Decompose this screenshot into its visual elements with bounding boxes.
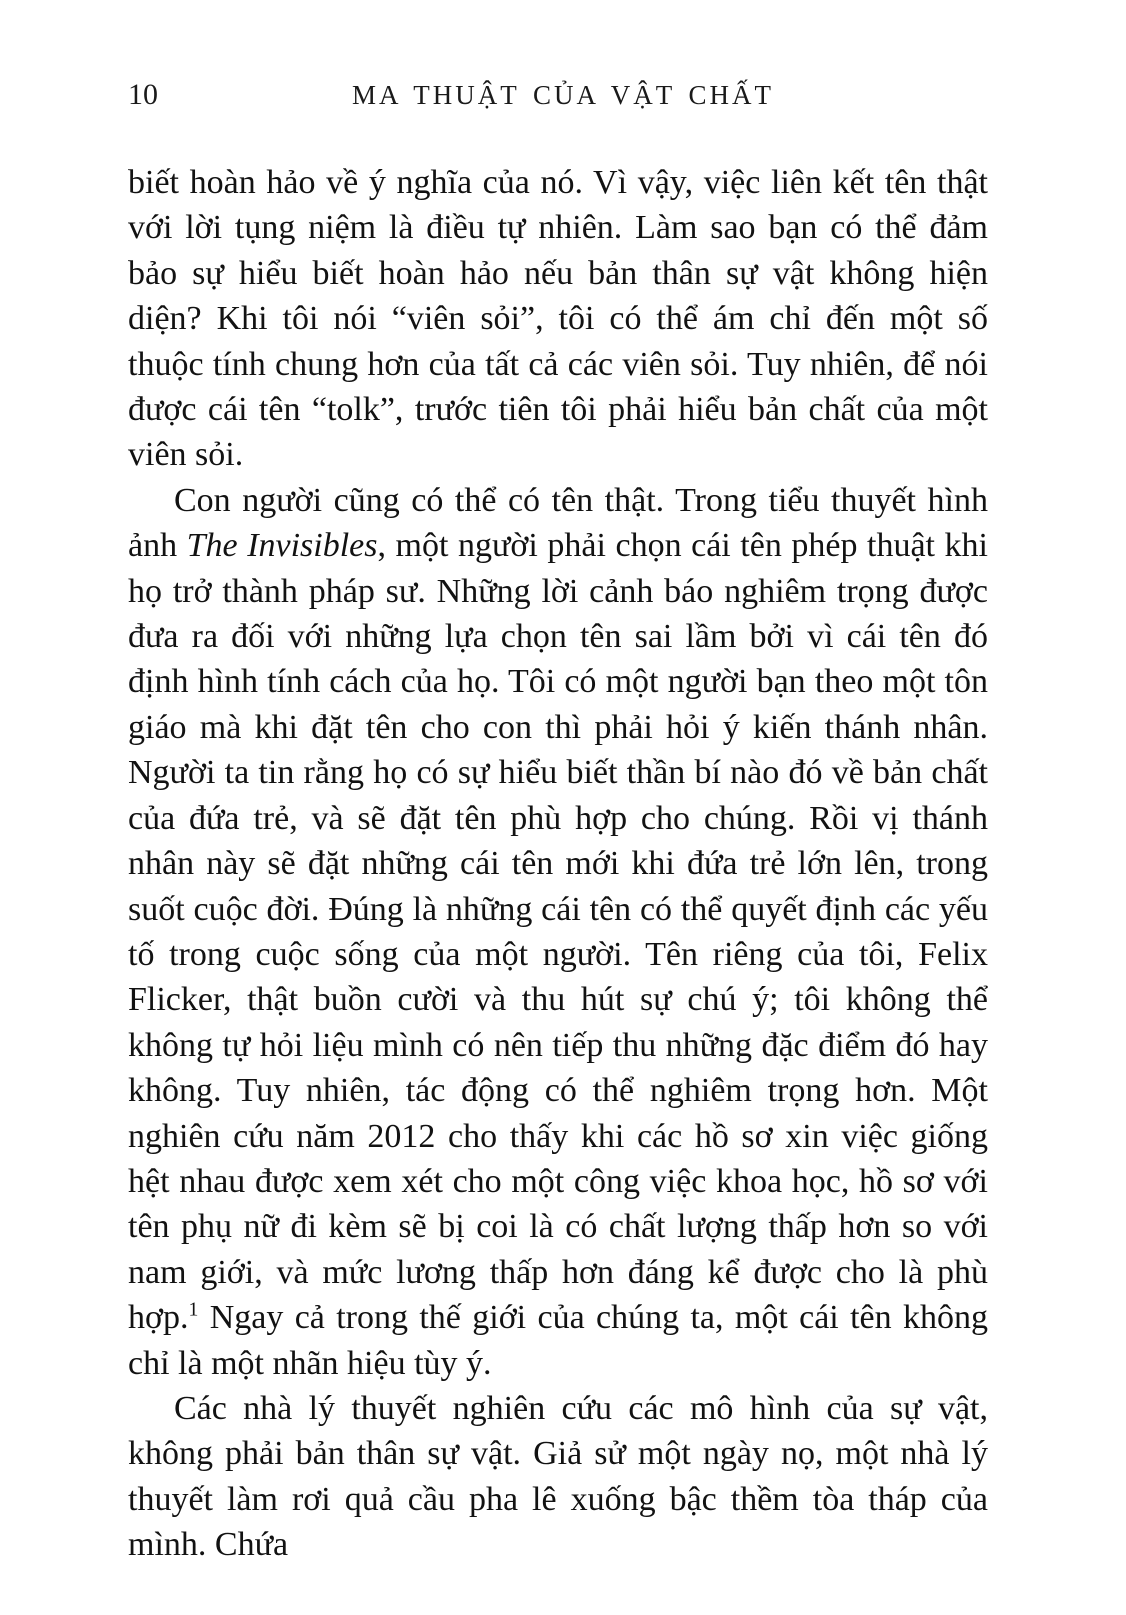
running-title: MA THUẬT CỦA VẬT CHẤT	[351, 80, 775, 110]
body-text	[128, 160, 988, 1568]
paragraph-text: Con người cũng có thể có tên thật. Trong tiểu thuyết hình ảnh	[128, 481, 988, 565]
paragraph	[128, 1386, 988, 1568]
paragraph-text: Ngay cả trong thế giới của chúng ta, một cái tên không chỉ là một nhãn hiệu tùy ý.	[128, 1299, 988, 1382]
paragraph-text: biết hoàn hảo về ý nghĩa của nó. Vì vậy, việc liên kết tên thật với lời tụng niệm là điều tự nhiên. Làm sao bạn có thể đảm bảo sự hiểu biết hoàn hảo nếu bản thân sự vật không hiện diện? Khi tôi nói “viên sỏi”, tôi có thể ám chỉ đến một số thuộc tính chung hơn của tất cả các viên sỏi. Tuy nhiên, để nói được cái tên “tolk”, trước tiên tôi phải hiểu bản chất của một viên sỏi.	[128, 164, 988, 474]
page-header	[0, 80, 1126, 114]
paragraph	[128, 478, 988, 1386]
page-number: 10	[128, 78, 158, 111]
paragraph	[128, 160, 988, 478]
footnote-reference: 1	[188, 1298, 199, 1321]
paragraph-text: , một người phải chọn cái tên phép thuật khi họ trở thành pháp sư. Những lời cảnh báo nghiêm trọng được đưa ra đối với những lựa chọn tên sai lầm bởi vì cái tên đó định hình tính cách của họ. Tôi có một người bạn theo một tôn giáo mà khi đặt tên cho con thì phải hỏi ý kiến thánh nhân. Người ta tin rằng họ có sự hiểu biết thần bí nào đó về bản chất của đứa trẻ, và sẽ đặt tên phù hợp cho chúng. Rồi vị thánh nhân này sẽ đặt những cái tên mới khi đứa trẻ lớn lên, trong suốt cuộc đời. Đúng là những cái tên có thể quyết định các yếu tố trong cuộc sống của một người. Tên riêng của tôi, Felix Flicker, thật buồn cười và thu hút sự chú ý; tôi không thể không tự hỏi liệu mình có nên tiếp thu những đặc điểm đó hay không. Tuy nhiên, tác động có thể nghiêm trọng hơn. Một nghiên cứu năm 2012 cho thấy khi các hồ sơ xin việc giống hệt nhau được xem xét cho một công việc khoa học, hồ sơ với tên phụ nữ đi kèm sẽ bị coi là có chất lượng thấp hơn so với nam giới, và mức lương thấp hơn đáng kể được cho là phù hợp.	[128, 527, 988, 1337]
paragraph-text: Các nhà lý thuyết nghiên cứu các mô hình của sự vật, không phải bản thân sự vật. Giả sử một ngày nọ, một nhà lý thuyết làm rơi quả cầu pha lê xuống bậc thềm tòa tháp của mình. Chứa	[128, 1389, 988, 1564]
italic-title-text: The Invisibles	[186, 527, 378, 565]
